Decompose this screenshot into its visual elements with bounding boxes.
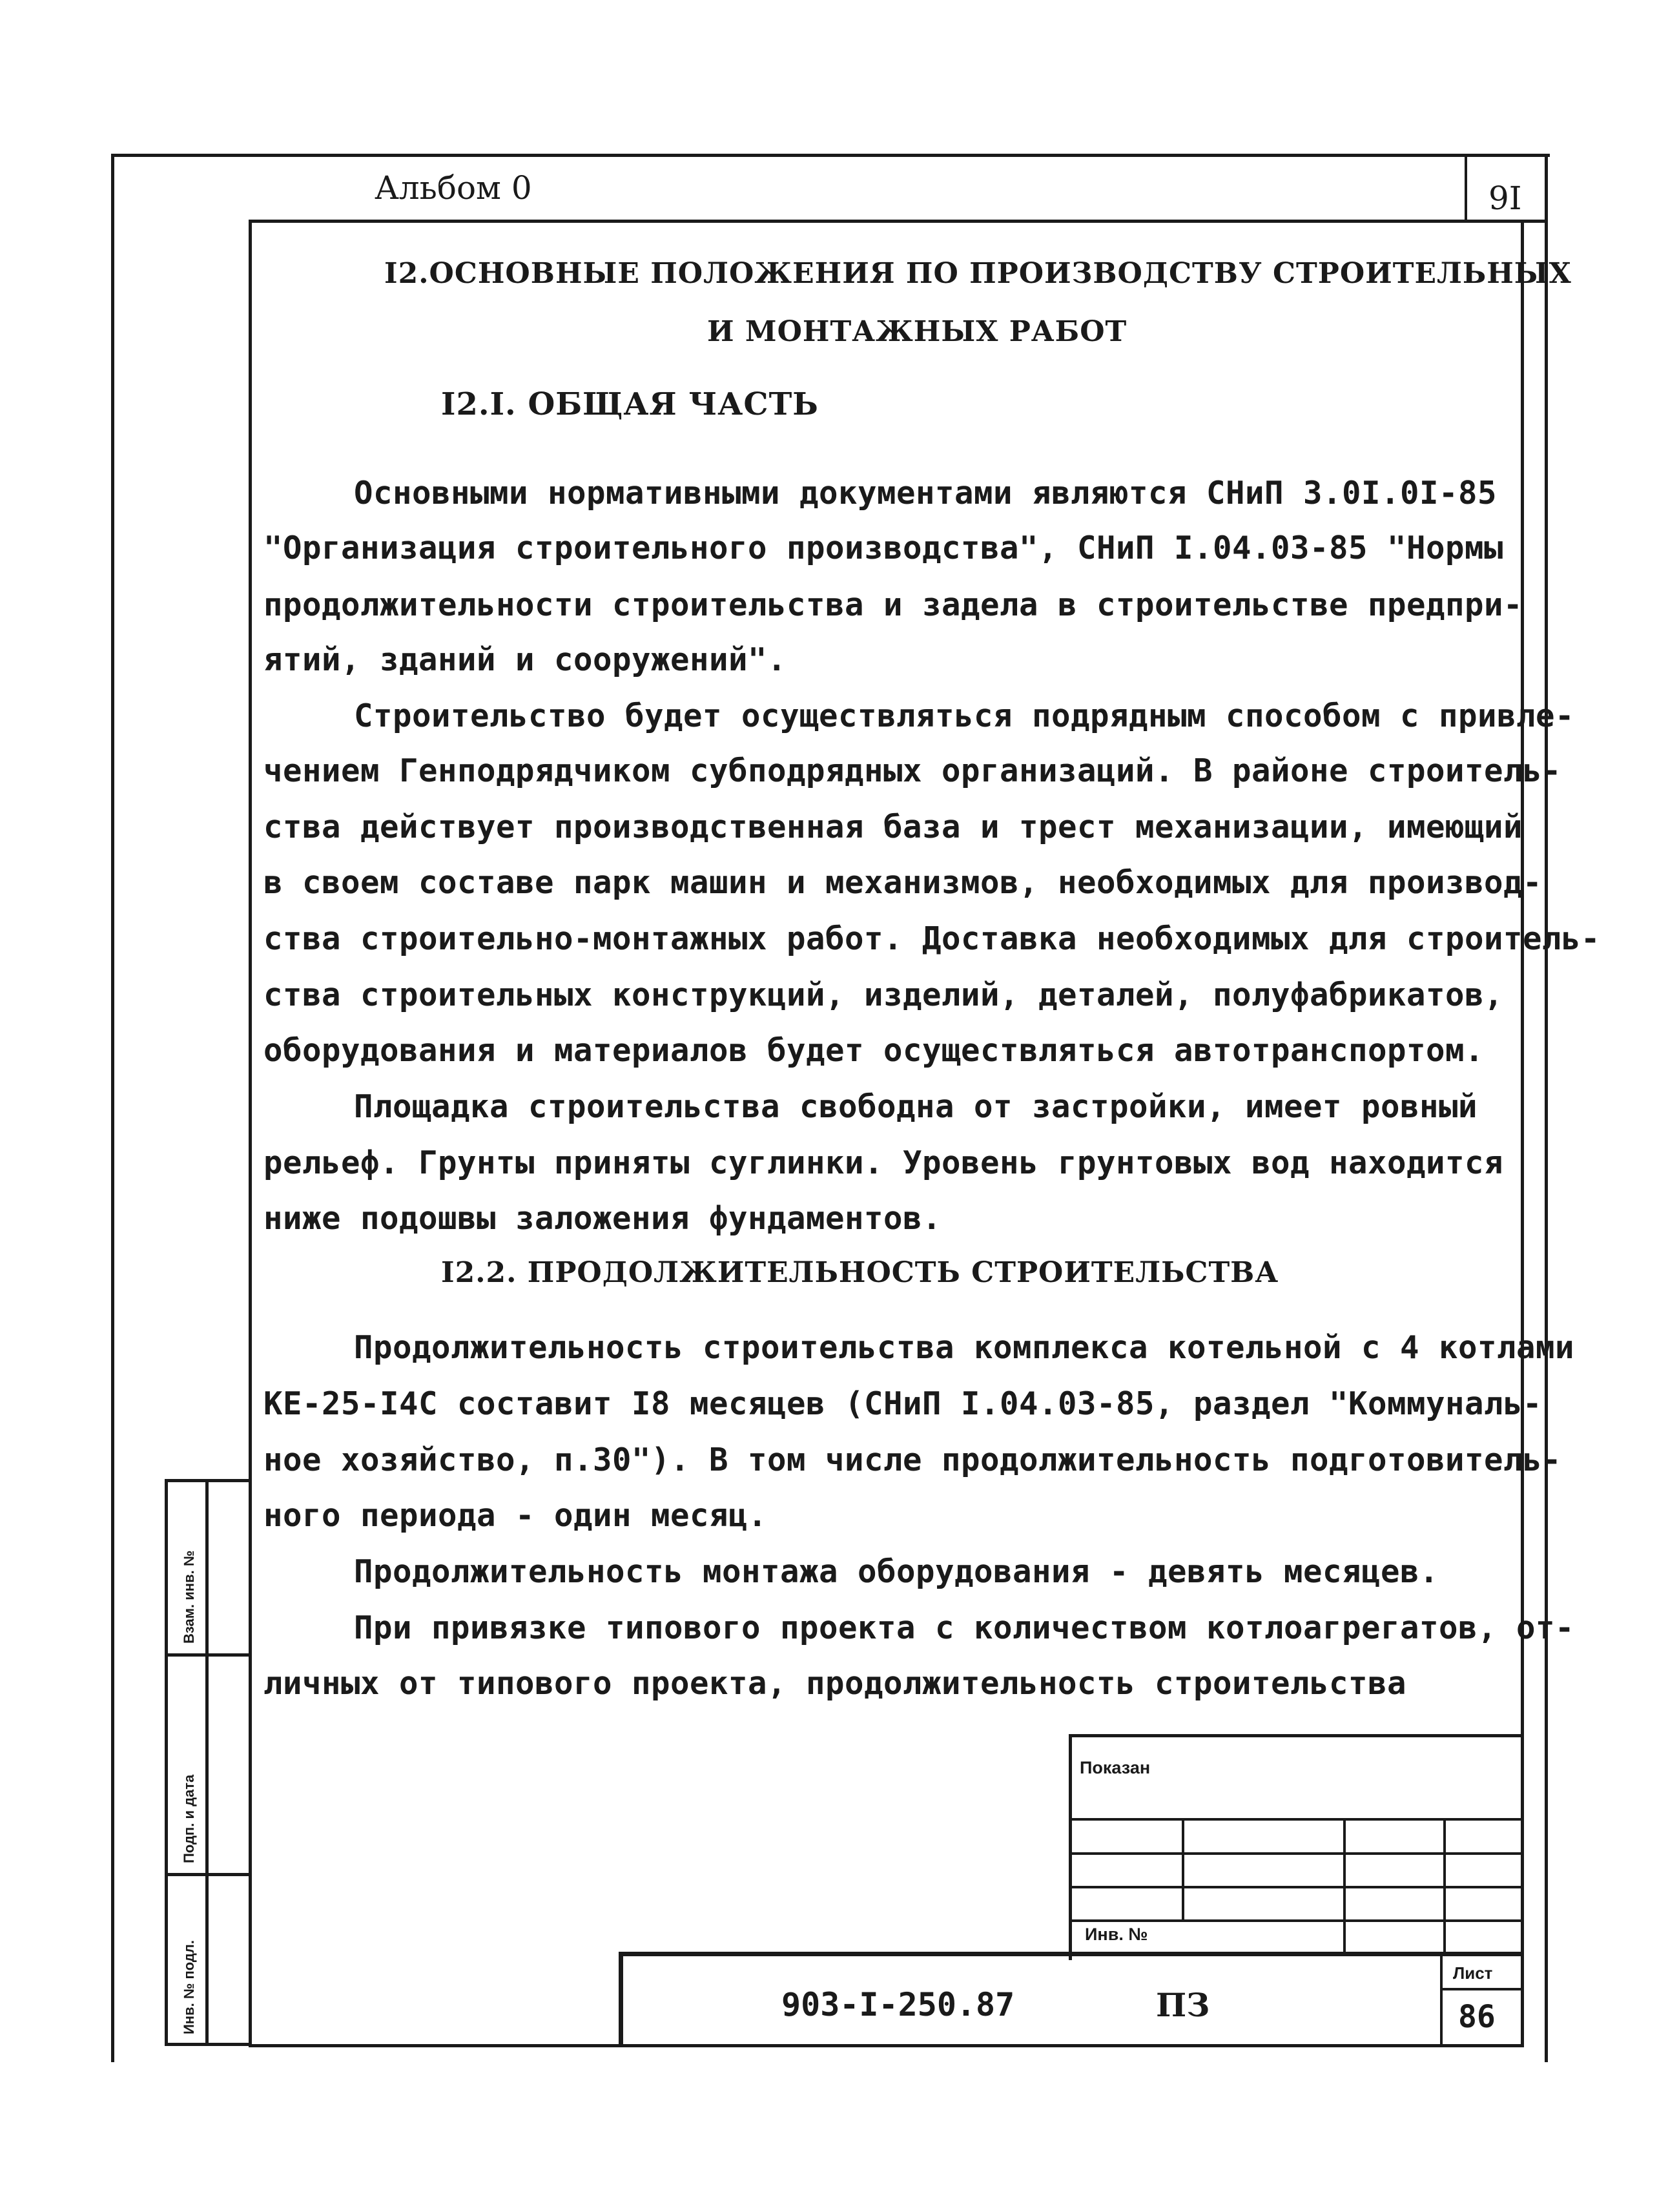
stamp-shown-label: Показан	[1080, 1758, 1151, 1777]
outer-frame-top	[113, 154, 1550, 157]
bottom-stamp-top	[619, 1952, 1524, 1956]
left-strip-top	[165, 1479, 252, 1482]
title-line-1: I2.ОСНОВНЫЕ ПОЛОЖЕНИЯ ПО ПРОИЗВОДСТВУ СТРОИТЕЛЬНЫХ	[384, 257, 1572, 290]
inner-frame-left	[249, 220, 252, 2047]
paragraph-line: ства действует производственная база и трест механизации, имеющий	[263, 809, 1523, 845]
stamp-row-1	[1069, 1818, 1521, 1821]
document-type: ПЗ	[1156, 1986, 1210, 2024]
stamp-col-1	[1182, 1818, 1184, 1921]
paragraph-line: Площадка строительства свободна от застройки, имеет ровный	[354, 1088, 1478, 1125]
stamp-row-2	[1069, 1852, 1521, 1855]
inner-frame-top	[249, 220, 1548, 223]
paragraph-line: ства строительно-монтажных работ. Доставка необходимых для строитель-	[263, 920, 1601, 957]
paragraph-line: Продолжительность монтажа оборудования - девять месяцев.	[354, 1553, 1439, 1590]
inner-frame-bottom	[249, 2044, 1524, 2047]
section-heading-2: I2.2. ПРОДОЛЖИТЕЛЬНОСТЬ СТРОИТЕЛЬСТВА	[441, 1256, 1279, 1289]
paragraph-line: При привязке типового проекта с количеством котлоагрегатов, от-	[354, 1609, 1575, 1646]
page-box-left	[1465, 154, 1467, 222]
outer-frame-right	[1545, 154, 1548, 2062]
sheet-box-divider	[1440, 1988, 1523, 1990]
paragraph-line: чением Генподрядчиком субподрядных организаций. В районе строитель-	[263, 752, 1562, 789]
podp-data-label: Подп. и дата	[181, 1774, 197, 1863]
stamp-box-top	[1069, 1734, 1521, 1737]
stamp-col-2	[1343, 1818, 1346, 1954]
sheet-label: Лист	[1453, 1963, 1493, 1983]
inner-frame-right	[1521, 220, 1524, 2047]
title-line-2: И МОНТАЖНЫХ РАБОТ	[707, 315, 1127, 348]
left-strip-divider-1	[165, 1653, 252, 1657]
bottom-stamp-left	[619, 1952, 623, 2047]
document-code: 903-I-250.87	[781, 1986, 1015, 2023]
paragraph-line: рельеф. Грунты приняты суглинки. Уровень грунтовых вод находится	[263, 1144, 1504, 1181]
outer-frame-left	[111, 154, 114, 2062]
stamp-row-3	[1069, 1886, 1521, 1888]
paragraph-line: ства строительных конструкций, изделий, деталей, полуфабрикатов,	[263, 977, 1504, 1013]
section-heading-1: I2.I. ОБЩАЯ ЧАСТЬ	[441, 386, 819, 422]
page-number: 9I	[1488, 180, 1522, 217]
stamp-row-4	[1069, 1919, 1521, 1922]
paragraph-line: ниже подошвы заложения фундаментов.	[263, 1200, 942, 1237]
paragraph-line: продолжительности строительства и задела в строительстве предпри-	[263, 586, 1523, 623]
paragraph-line: КЕ-25-I4С составит I8 месяцев (СНиП I.04.03-85, раздел "Коммуналь-	[263, 1385, 1543, 1422]
stamp-col-3	[1443, 1818, 1446, 1954]
paragraph-line: личных от типового проекта, продолжительность строительства	[263, 1665, 1407, 1702]
paragraph-line: "Организация строительного производства", СНиП I.04.03-85 "Нормы	[263, 530, 1504, 566]
paragraph-line: оборудования и материалов будет осуществляться автотранспортом.	[263, 1032, 1485, 1069]
sheet-box-left	[1440, 1952, 1443, 2045]
vzam-inv-label: Взам. инв. №	[181, 1550, 197, 1644]
stamp-box-left	[1069, 1734, 1072, 1960]
left-strip-inner	[205, 1479, 209, 2046]
left-strip-divider-2	[165, 1873, 252, 1876]
paragraph-line: ного периода - один месяц.	[263, 1497, 768, 1534]
stamp-inv-label: Инв. №	[1085, 1925, 1148, 1944]
left-strip-outer	[165, 1479, 168, 2046]
sheet-number: 86	[1458, 1999, 1496, 2035]
paragraph-line: в своем составе парк машин и механизмов, необходимых для производ-	[263, 864, 1543, 901]
paragraph-line: ное хозяйство, п.30"). В том числе продолжительность подготовитель-	[263, 1442, 1562, 1478]
album-label: Альбом 0	[375, 169, 532, 207]
paragraph-line: Строительство будет осуществляться подрядным способом с привле-	[354, 698, 1575, 734]
paragraph-line: Продолжительность строительства комплекса котельной с 4 котлами	[354, 1329, 1575, 1366]
inv-podl-label: Инв. № подл.	[181, 1940, 197, 2034]
left-strip-bottom	[165, 2043, 252, 2046]
paragraph-line: ятий, зданий и сооружений".	[263, 641, 787, 678]
paragraph-line: Основными нормативными документами являются СНиП 3.0I.0I-85	[354, 475, 1498, 512]
